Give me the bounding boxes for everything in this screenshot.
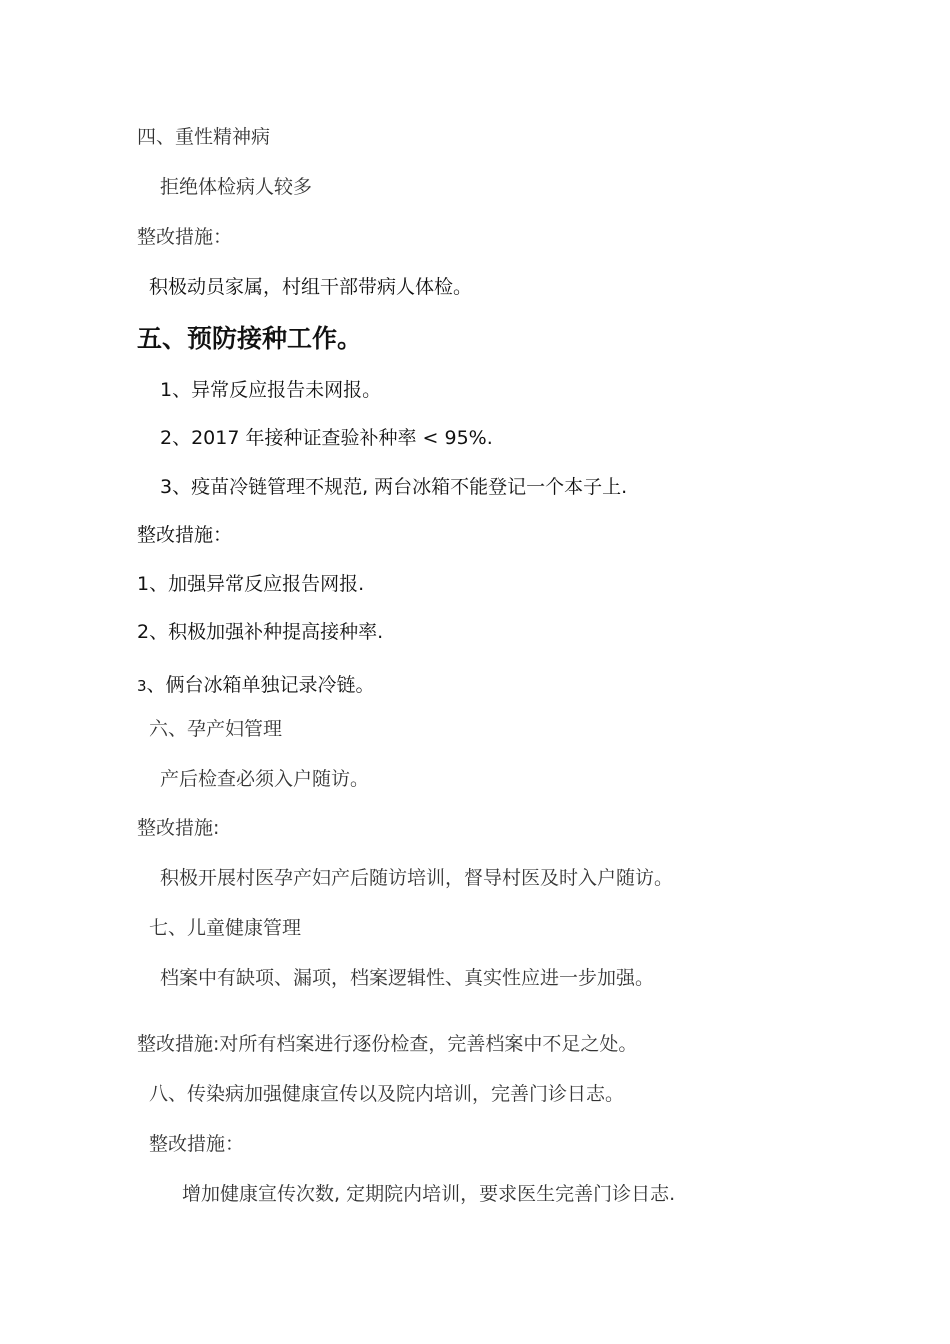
section-5-measure-2: 2、积极加强补种提高接种率. [137,621,384,643]
section-8-measure: 增加健康宣传次数, 定期院内培训，要求医生完善门诊日志. [182,1183,676,1205]
section-4-measures-label: 整改措施： [137,226,233,248]
section-7-measure: 整改措施:对所有档案进行逐份检查，完善档案中不足之处。 [137,1033,638,1055]
section-5-issue-1: 1、异常反应报告未网报。 [160,379,382,401]
section-8-measures-label: 整改措施： [149,1133,245,1155]
section-5-issue-2: 2、2017 年接种证查验补种率 < 95%. [160,427,493,449]
section-6-measures-label: 整改措施: [137,817,220,839]
section-7-issue: 档案中有缺项、漏项，档案逻辑性、真实性应进一步加强。 [160,967,655,989]
section-5-title: 五、预防接种工作。 [137,324,363,353]
section-4-issue: 拒绝体检病人较多 [160,176,313,198]
section-5-issue-3: 3、疫苗冷链管理不规范, 两台冰箱不能登记一个本子上. [160,476,628,498]
section-7-title: 七、儿童健康管理 [149,917,302,939]
section-6-title: 六、孕产妇管理 [149,718,283,740]
section-4-measure: 积极动员家属，村组干部带病人体检。 [149,276,473,298]
section-5-measure-3-text: 、俩台冰箱单独记录冷链。 [146,674,375,696]
section-8-title: 八、传染病加强健康宣传以及院内培训，完善门诊日志。 [149,1083,625,1105]
section-6-measure: 积极开展村医孕产妇产后随访培训，督导村医及时入户随访。 [160,867,674,889]
section-4-title: 四、重性精神病 [137,126,271,148]
section-5-measure-3-number: 3 [137,677,147,695]
section-5-measure-1: 1、加强异常反应报告网报. [137,573,365,595]
section-5-measure-3 [137,672,375,699]
section-5-measures-label: 整改措施： [137,524,233,546]
section-6-issue: 产后检查必须入户随访。 [160,768,370,790]
